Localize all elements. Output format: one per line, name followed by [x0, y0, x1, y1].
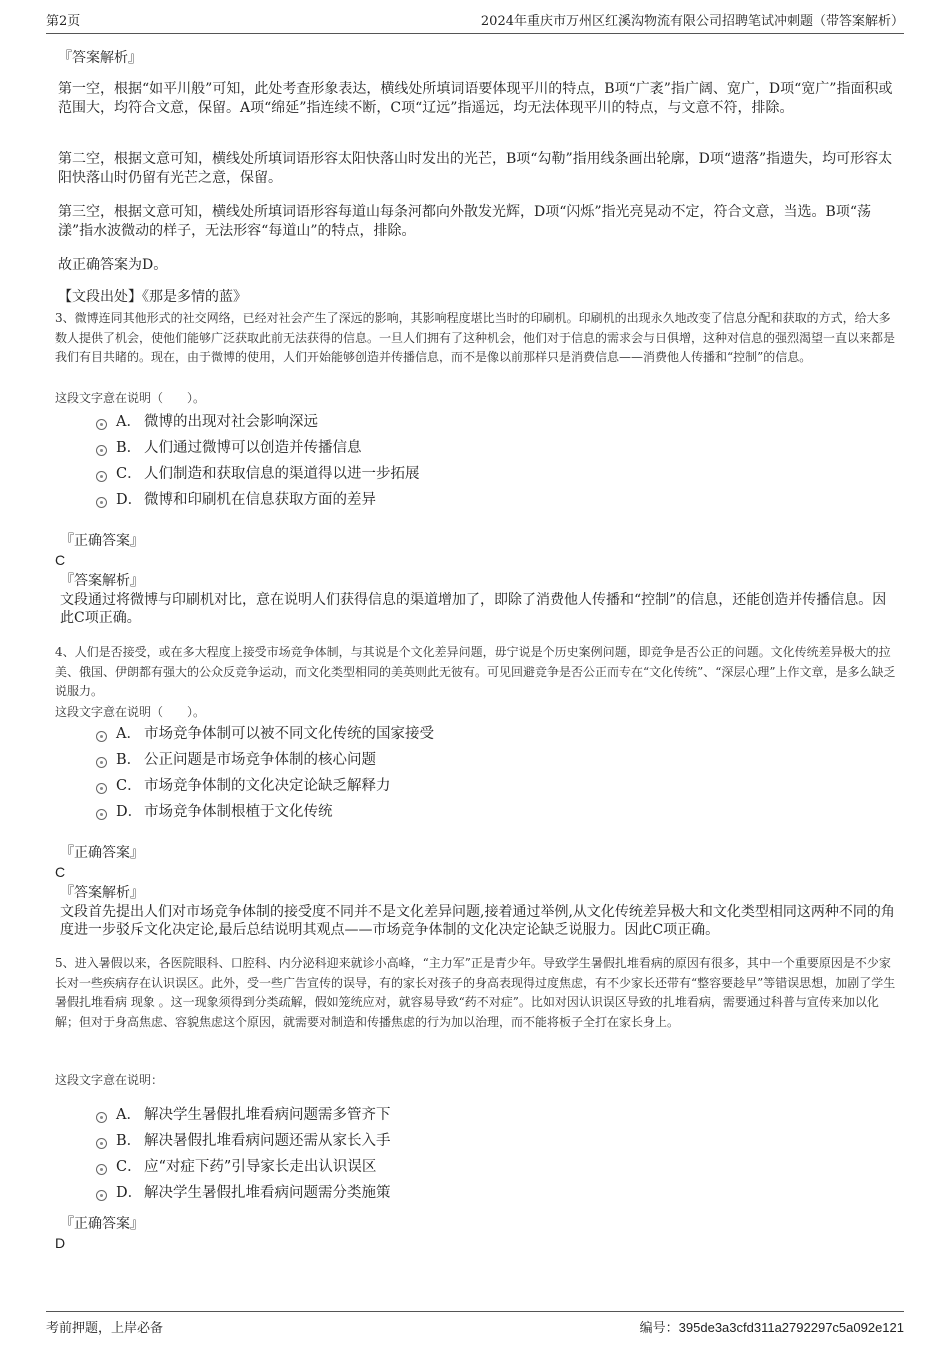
- question-5-text: 5、进入暑假以来，各医院眼科、口腔科、内分泌科迎来就诊小高峰，“主力军”正是青少年。导致学生暑假扎堆看病的原因有很多，其中一个重要原因是不少家长对一些疾病存在认识误区。此外，受一些广告宣传的误导，有的家长对孩子的身高表现得过度焦虑，有不少家长还带有“整容要趁早”等错误思想，加剧了学生暑假扎堆看病 现象 。这一现象须得到分类疏解，假如笼统应对，就容易导致“药不对症”。比如对因认识误区导致的扎堆看病，需要通过科普与宣传来加以化解；但对于身高焦虑、容貌焦虑这个原因，就需要对制造和传播焦虑的行为加以治理，而不能将板子全打在家长身上。: [55, 956, 896, 1029]
- option-letter: D．: [116, 804, 143, 820]
- analysis-text-2: 第二空，根据文意可知，横线处所填词语形容太阳快落山时发出的光芒，B项“勾勒”指用线条画出轮廓，D项“遗落”指遗失，均可形容太阳快落山时仍留有光芒之意，保留。: [58, 151, 893, 186]
- option-letter: C．: [116, 1159, 142, 1175]
- option-letter: B．: [116, 440, 142, 456]
- document-code: [640, 1317, 904, 1336]
- option-letter: A．: [116, 1107, 141, 1123]
- analysis-para-4: [58, 256, 898, 275]
- radio-icon[interactable]: [96, 1112, 107, 1123]
- option-letter: B．: [116, 1133, 142, 1149]
- page-header: [46, 13, 904, 34]
- analysis-para-1: [58, 80, 898, 118]
- radio-icon[interactable]: [96, 731, 107, 742]
- page-number: 第2页: [46, 14, 81, 29]
- analysis-text-3: 第三空，根据文意可知，横线处所填词语形容每道山每条河都向外散发光辉，D项“闪烁”指光亮晃动不定，符合文意，当选。B项“荡漾”指水波微动的样子，无法形容“每道山”的特点，排除。: [58, 204, 871, 239]
- option-text: 市场竞争体制根植于文化传统: [144, 804, 333, 820]
- option-letter: D．: [116, 1185, 143, 1201]
- document-title: 2024年重庆市万州区红溪沟物流有限公司招聘笔试冲刺题（带答案解析）: [480, 14, 904, 29]
- footer-slogan: 考前押题，上岸必备: [46, 1321, 164, 1336]
- analysis-text: 文段首先提出人们对市场竞争体制的接受度不同并不是文化差异问题,接着通过举例,从文化传统差异极大和文化类型相同这两种不同的角度进一步驳斥文化决定论,最后总结说明其观点——市场竞争体制的文化决定论缺乏说服力。因此C项正确。: [60, 904, 895, 938]
- question-3-text: 3、微博连同其他形式的社交网络，已经对社会产生了深远的影响，其影响程度堪比当时的印刷机。印刷机的出现永久地改变了信息分配和获取的方式，给大多数人提供了机会，使他们能够广泛获取此前无法获得的信息。一旦人们拥有了这种机会，他们对于信息的需求会与日俱增，这种对信息的强烈渴望一直以来都是我们有目共睹的。现在，由于微博的使用，人们开始能够创造并传播信息，而不是像以前那样只是消费信息——消费他人传播和“控制”的信息。: [55, 311, 896, 364]
- code-value: 395de3a3cfd311a2792297c5a092e121: [678, 1320, 904, 1335]
- option-text: 市场竞争体制的文化决定论缺乏解释力: [144, 778, 391, 794]
- radio-icon[interactable]: [96, 1138, 107, 1149]
- option-text: 应“对症下药”引导家长走出认识误区: [144, 1159, 377, 1175]
- radio-icon[interactable]: [96, 471, 107, 482]
- radio-icon[interactable]: [96, 809, 107, 820]
- option-text: 微博的出现对社会影响深远: [144, 414, 318, 430]
- radio-icon[interactable]: [96, 445, 107, 456]
- radio-icon[interactable]: [96, 757, 107, 768]
- correct-answer: D: [55, 1235, 66, 1251]
- option-letter: A．: [116, 726, 141, 742]
- page-footer: [46, 1311, 904, 1334]
- option-text: 公正问题是市场竞争体制的核心问题: [144, 752, 376, 768]
- analysis-label: 『答案解析』: [60, 573, 144, 589]
- option-text: 解决学生暑假扎堆看病问题需分类施策: [144, 1185, 391, 1201]
- question-4-prompt: 这段文字意在说明（ ）。: [55, 705, 206, 719]
- code-label: 编号：: [639, 1321, 679, 1336]
- radio-icon[interactable]: [96, 783, 107, 794]
- question-3-prompt: 这段文字意在说明（ ）。: [55, 391, 206, 405]
- question-5-prompt: 这段文字意在说明：: [55, 1073, 164, 1087]
- radio-icon[interactable]: [96, 419, 107, 430]
- analysis-label-top: 『答案解析』: [58, 50, 142, 66]
- radio-icon[interactable]: [96, 1164, 107, 1175]
- analysis-para-3: [58, 203, 898, 241]
- option-text: 人们通过微博可以创造并传播信息: [144, 440, 362, 456]
- correct-answer-label: 『正确答案』: [60, 1216, 144, 1232]
- source-line: 【文段出处】《那是多情的蓝》: [58, 289, 247, 305]
- option-text: 解决学生暑假扎堆看病问题需多管齐下: [144, 1107, 391, 1123]
- option-text: 人们制造和获取信息的渠道得以进一步拓展: [144, 466, 420, 482]
- correct-answer: C: [55, 552, 66, 568]
- question-4-text: 4、人们是否接受，或在多大程度上接受市场竞争体制，与其说是个文化差异问题，毋宁说是个历史案例问题，即竞争是否公正的问题。文化传统差异极大的拉美、俄国、伊朗都有强大的公众反竞争运动，而文化类型相同的美英则此无彼有。可见回避竞争是否公正而专在“文化传统”、“深层心理”上作文章，是多么缺乏说服力。: [55, 645, 896, 698]
- correct-answer-label: 『正确答案』: [60, 533, 144, 549]
- option-text: 市场竞争体制可以被不同文化传统的国家接受: [144, 726, 434, 742]
- analysis-conclusion: 故正确答案为D。: [58, 257, 168, 273]
- option-letter: D．: [116, 492, 143, 508]
- analysis-label: 『答案解析』: [60, 885, 144, 901]
- option-text: 微博和印刷机在信息获取方面的差异: [144, 492, 376, 508]
- analysis-para-2: [58, 150, 898, 188]
- correct-answer-label: 『正确答案』: [60, 845, 144, 861]
- radio-icon[interactable]: [96, 497, 107, 508]
- option-letter: B．: [116, 752, 142, 768]
- option-letter: A．: [116, 414, 141, 430]
- analysis-text-1: 第一空，根据“如平川般”可知，此处考查形象表达，横线处所填词语要体现平川的特点，B项“广袤”指广阔、宽广，D项“宽广”指面积或范围大，均符合文意，保留。A项“绵延”指连续不断，C项“辽远”指遥远，均无法体现平川的特点，与文意不符，排除。: [58, 81, 893, 116]
- option-letter: C．: [116, 466, 142, 482]
- correct-answer: C: [55, 864, 66, 880]
- option-letter: C．: [116, 778, 142, 794]
- analysis-text: 文段通过将微博与印刷机对比，意在说明人们获得信息的渠道增加了，即除了消费他人传播和“控制”的信息，还能创造并传播信息。因此C项正确。: [60, 592, 887, 626]
- radio-icon[interactable]: [96, 1190, 107, 1201]
- option-text: 解决暑假扎堆看病问题还需从家长入手: [144, 1133, 391, 1149]
